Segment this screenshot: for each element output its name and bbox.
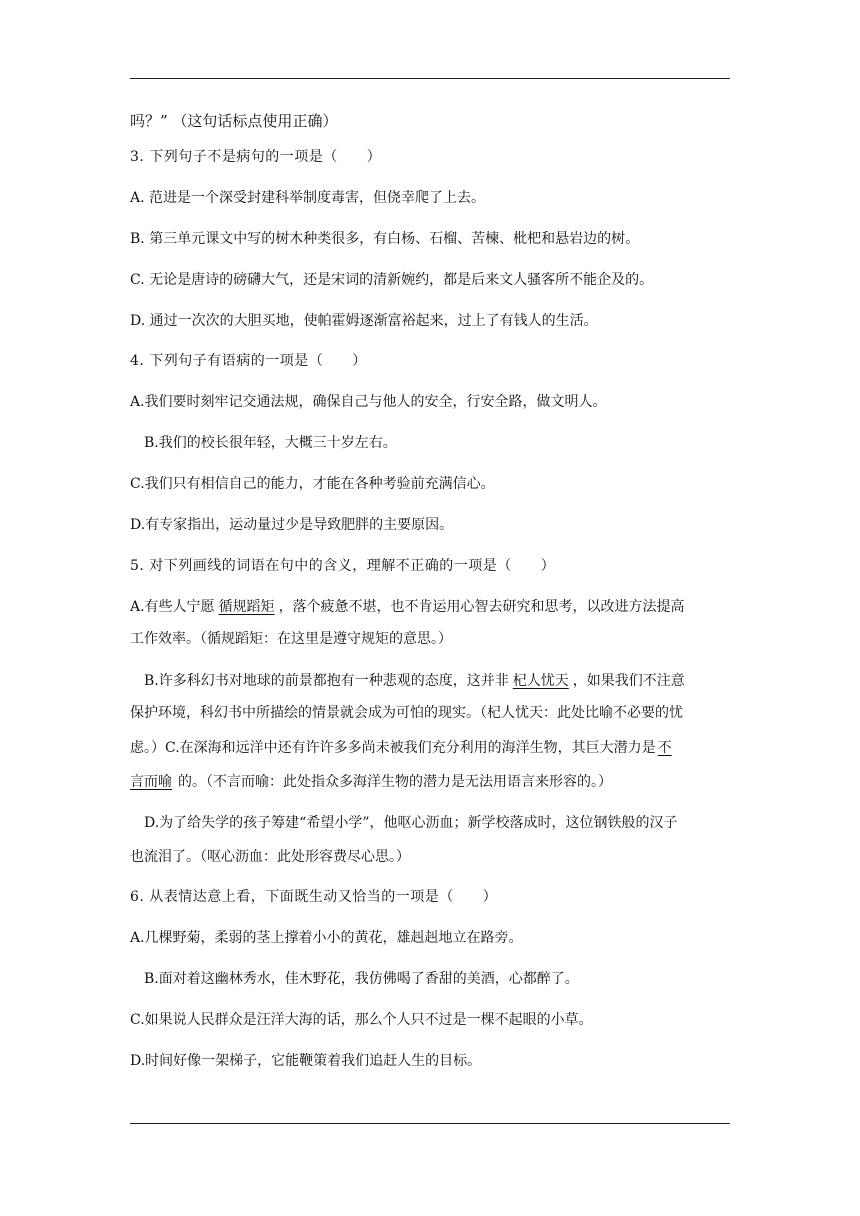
q5-stem: 5. 对下列画线的词语在句中的含义，理解不正确的一项是（ ） [130,558,556,574]
q4-option-d: D.有专家指出，运动量过少是导致肥胖的主要原因。 [130,517,454,533]
q4-option-a: A.我们要时刻牢记交通法规，确保自己与他人的安全，行安全路，做文明人。 [130,394,607,410]
carry-over-line: 吗？” （这句话标点使用正确） [130,112,338,130]
q3-option-c: C. 无论是唐诗的磅礴大气，还是宋词的清新婉约，都是后来文人骚客所不能企及的。 [130,272,654,288]
q5-b-text: 虑。）C.在深海和远洋中还有许许多多尚未被我们充分利用的海洋生物，其巨大潜力是 [130,740,656,756]
q5-b-underlined-term: 杞人忧天 [512,673,569,689]
q5-option-a-line2: 工作效率。（循规蹈矩：在这里是遵守规矩的意思。） [130,631,452,647]
q6-option-b: B.面对着这幽林秀水，佳木野花，我仿佛喝了香甜的美酒，心都醉了。 [144,971,579,987]
q5-a-text: ，落个疲惫不堪，也不肯运用心智去研究和思考，以改进方法提高 [278,599,685,615]
q4-option-c: C.我们只有相信自己的能力，才能在各种考验前充满信心。 [130,476,495,492]
q5-c-underlined-term-part2: 言而喻 [130,774,172,790]
q5-option-a-line1 [130,598,730,616]
q5-option-d-line2: 也流泪了。（呕心沥血：此处形容费尽心思。） [130,849,410,865]
q3-option-a: A. 范进是一个深受封建科举制度毒害，但侥幸爬了上去。 [130,190,486,206]
q5-option-d-line1: D.为了给失学的孩子筹建“希望小学”，他呕心沥血；新学校落成时，这位钢铁般的汉子 [144,815,678,831]
q5-a-text: A.有些人宁愿 [130,599,215,615]
q5-b-text: B.许多科幻书对地球的前景都抱有一种悲观的态度，这并非 [144,673,509,689]
q5-option-b-line3 [130,739,730,757]
q5-b-text: ，如果我们不注意 [572,673,685,689]
q4-option-b: B.我们的校长很年轻，大概三十岁左右。 [144,435,397,451]
q5-option-c-line2 [130,773,730,791]
q5-a-underlined-term: 循规蹈矩 [218,599,275,615]
q5-c-underlined-term-part1: 不 [657,740,672,756]
header-rule [130,78,730,79]
q4-stem: 4. 下列句子有语病的一项是（ ） [130,353,367,369]
q3-option-b: B. 第三单元课文中写的树木种类很多，有白杨、石榴、苦楝、枇杷和悬岩边的树。 [130,231,640,247]
q5-c-text: 的。（不言而喻：此处指众多海洋生物的潜力是无法用语言来形容的。） [178,774,612,790]
q6-option-a: A.几棵野菊，柔弱的茎上撑着小小的黄花，雄赳赳地立在路旁。 [130,930,523,946]
q3-option-d: D. 通过一次次的大胆买地，使帕霍姆逐渐富裕起来，过上了有钱人的生活。 [130,313,598,329]
q6-option-c: C.如果说人民群众是汪洋大海的话，那么个人只不过是一棵不起眼的小草。 [130,1012,593,1028]
footer-rule [130,1123,730,1124]
q5-option-b-line1 [130,672,730,690]
q6-option-d: D.时间好像一架梯子，它能鞭策着我们追赶人生的目标。 [130,1053,482,1069]
q6-stem: 6. 从表情达意上看，下面既生动又恰当的一项是（ ） [130,889,498,905]
q3-stem: 3. 下列句子不是病句的一项是（ ） [130,149,382,165]
q5-option-b-line2: 保护环境，科幻书中所描绘的情景就会成为可怕的现实。（杞人忧天：此处比喻不必要的忧 [130,705,683,721]
